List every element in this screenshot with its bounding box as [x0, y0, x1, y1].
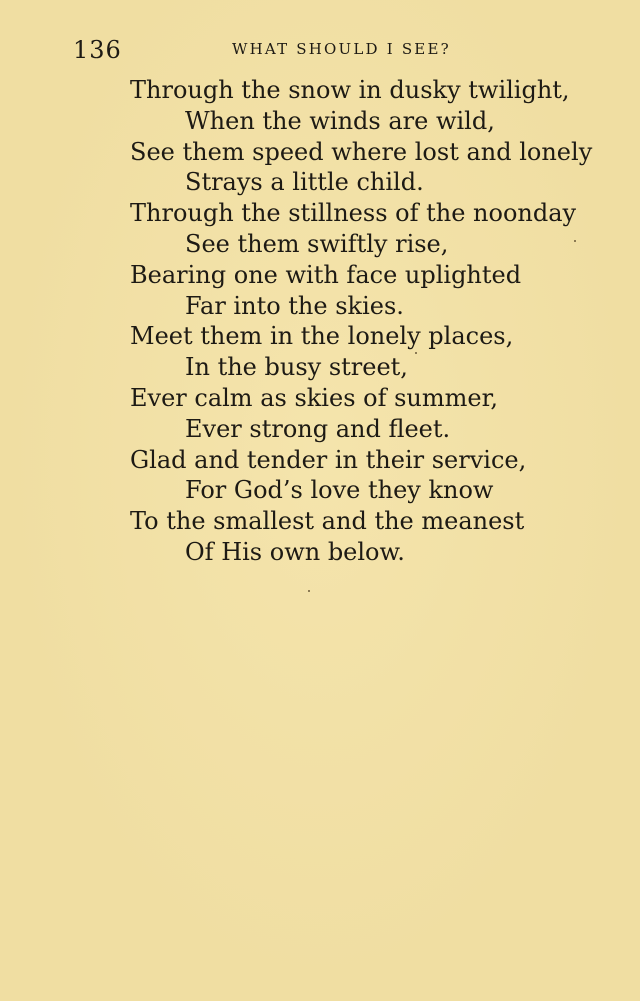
poem-line: Through the snow in dusky twilight,	[130, 76, 570, 104]
poem-line: Glad and tender in their service,	[130, 445, 527, 474]
poem-line: Ever strong and fleet.	[185, 414, 451, 443]
poem-line: See them speed where lost and lonely	[130, 137, 593, 166]
paper-speck	[415, 352, 417, 354]
poem-line: See them swiftly rise,	[185, 229, 449, 258]
poem-line: To the smallest and the meanest	[130, 507, 525, 536]
poem-line: Of His own below.	[185, 537, 405, 566]
poem-line: Strays a little child.	[185, 168, 424, 197]
paper-speck	[308, 590, 310, 592]
poem-line: Bearing one with face uplighted	[130, 260, 522, 289]
poem-line: Far into the skies.	[185, 291, 404, 320]
poem-line: When the winds are wild,	[185, 106, 495, 135]
poem-line: For God’s love they know	[185, 476, 494, 505]
poem-line: In the busy street,	[185, 353, 408, 382]
running-head: WHAT SHOULD I SEE?	[232, 40, 451, 58]
poem-body	[130, 75, 592, 568]
page-number: 136	[73, 36, 122, 64]
poem-line: Ever calm as skies of summer,	[130, 383, 499, 412]
poem-line: Through the stillness of the noonday	[130, 199, 577, 228]
paper-speck	[574, 240, 576, 242]
poem-line: Meet them in the lonely places,	[130, 322, 514, 351]
